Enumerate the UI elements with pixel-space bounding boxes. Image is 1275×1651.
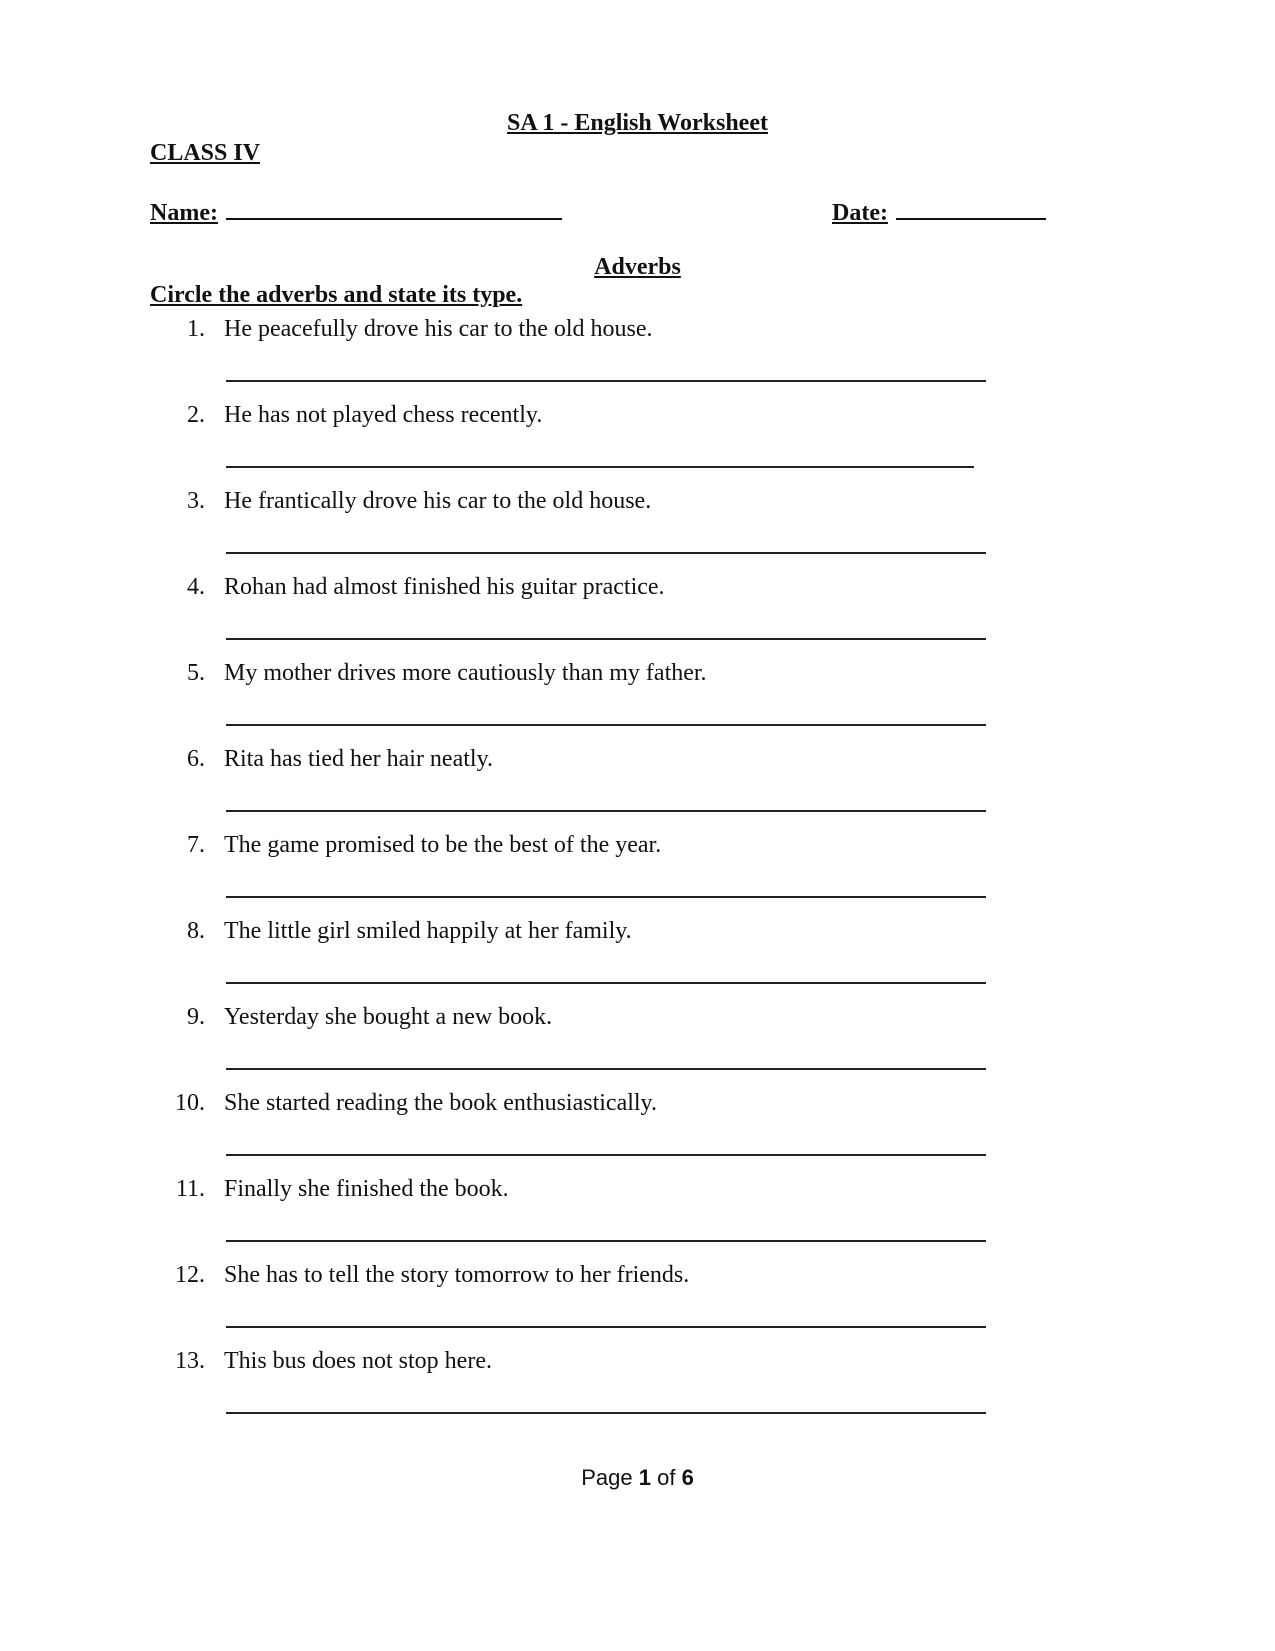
question-item xyxy=(0,1088,1275,1174)
question-item xyxy=(0,1260,1275,1346)
answer-line[interactable] xyxy=(226,552,986,554)
question-text: Rita has tied her hair neatly. xyxy=(224,746,494,772)
question-text: She started reading the book enthusiastically. xyxy=(224,1090,657,1116)
question-item xyxy=(0,658,1275,744)
answer-line[interactable] xyxy=(226,1068,986,1070)
question-number: 3. xyxy=(187,488,205,514)
date-blank-line[interactable] xyxy=(896,196,1046,220)
question-number: 5. xyxy=(187,660,205,686)
question-item xyxy=(0,572,1275,658)
answer-line[interactable] xyxy=(226,896,986,898)
question-number: 13. xyxy=(175,1348,205,1374)
question-number: 10. xyxy=(175,1090,205,1116)
question-list xyxy=(0,314,1275,1432)
question-number: 6. xyxy=(187,746,205,772)
answer-line[interactable] xyxy=(226,724,986,726)
question-number: 8. xyxy=(187,918,205,944)
question-item xyxy=(0,1002,1275,1088)
section-title: Adverbs xyxy=(594,254,681,280)
question-text: He peacefully drove his car to the old house. xyxy=(224,316,653,342)
question-number: 9. xyxy=(187,1004,205,1030)
answer-line[interactable] xyxy=(226,380,986,382)
date-label: Date: xyxy=(832,200,888,226)
name-blank-line[interactable] xyxy=(226,196,562,220)
page-word: Page xyxy=(581,1465,633,1490)
answer-line[interactable] xyxy=(226,1412,986,1414)
answer-line[interactable] xyxy=(226,1240,986,1242)
name-label: Name: xyxy=(150,200,218,226)
question-item xyxy=(0,1346,1275,1432)
question-item xyxy=(0,1174,1275,1260)
question-number: 2. xyxy=(187,402,205,428)
question-text: Rohan had almost finished his guitar practice. xyxy=(224,574,665,600)
question-text: The little girl smiled happily at her family. xyxy=(224,918,632,944)
instruction-text: Circle the adverbs and state its type. xyxy=(150,282,523,308)
question-number: 12. xyxy=(175,1262,205,1288)
of-word: of xyxy=(657,1465,676,1490)
answer-line[interactable] xyxy=(226,638,986,640)
page-footer xyxy=(0,1465,1275,1491)
class-label: CLASS IV xyxy=(150,140,261,166)
question-item xyxy=(0,400,1275,486)
answer-line[interactable] xyxy=(226,466,974,468)
question-text: He has not played chess recently. xyxy=(224,402,543,428)
question-text: My mother drives more cautiously than my father. xyxy=(224,660,707,686)
answer-line[interactable] xyxy=(226,1154,986,1156)
question-number: 1. xyxy=(187,316,205,342)
answer-line[interactable] xyxy=(226,810,986,812)
name-field-row xyxy=(150,196,562,227)
question-text: This bus does not stop here. xyxy=(224,1348,492,1374)
question-item xyxy=(0,314,1275,400)
question-number: 4. xyxy=(187,574,205,600)
total-pages-number: 6 xyxy=(681,1465,694,1490)
question-text: He frantically drove his car to the old house. xyxy=(224,488,652,514)
question-item xyxy=(0,744,1275,830)
question-text: Finally she finished the book. xyxy=(224,1176,509,1202)
date-field-row xyxy=(832,196,1046,227)
question-text: Yesterday she bought a new book. xyxy=(224,1004,553,1030)
question-number: 11. xyxy=(175,1176,205,1202)
question-item xyxy=(0,486,1275,572)
question-text: She has to tell the story tomorrow to her friends. xyxy=(224,1262,690,1288)
question-item xyxy=(0,830,1275,916)
current-page-number: 1 xyxy=(638,1465,651,1490)
worksheet-title: SA 1 - English Worksheet xyxy=(507,110,768,136)
answer-line[interactable] xyxy=(226,1326,986,1328)
question-text: The game promised to be the best of the year. xyxy=(224,832,662,858)
question-number: 7. xyxy=(187,832,205,858)
question-item xyxy=(0,916,1275,1002)
answer-line[interactable] xyxy=(226,982,986,984)
